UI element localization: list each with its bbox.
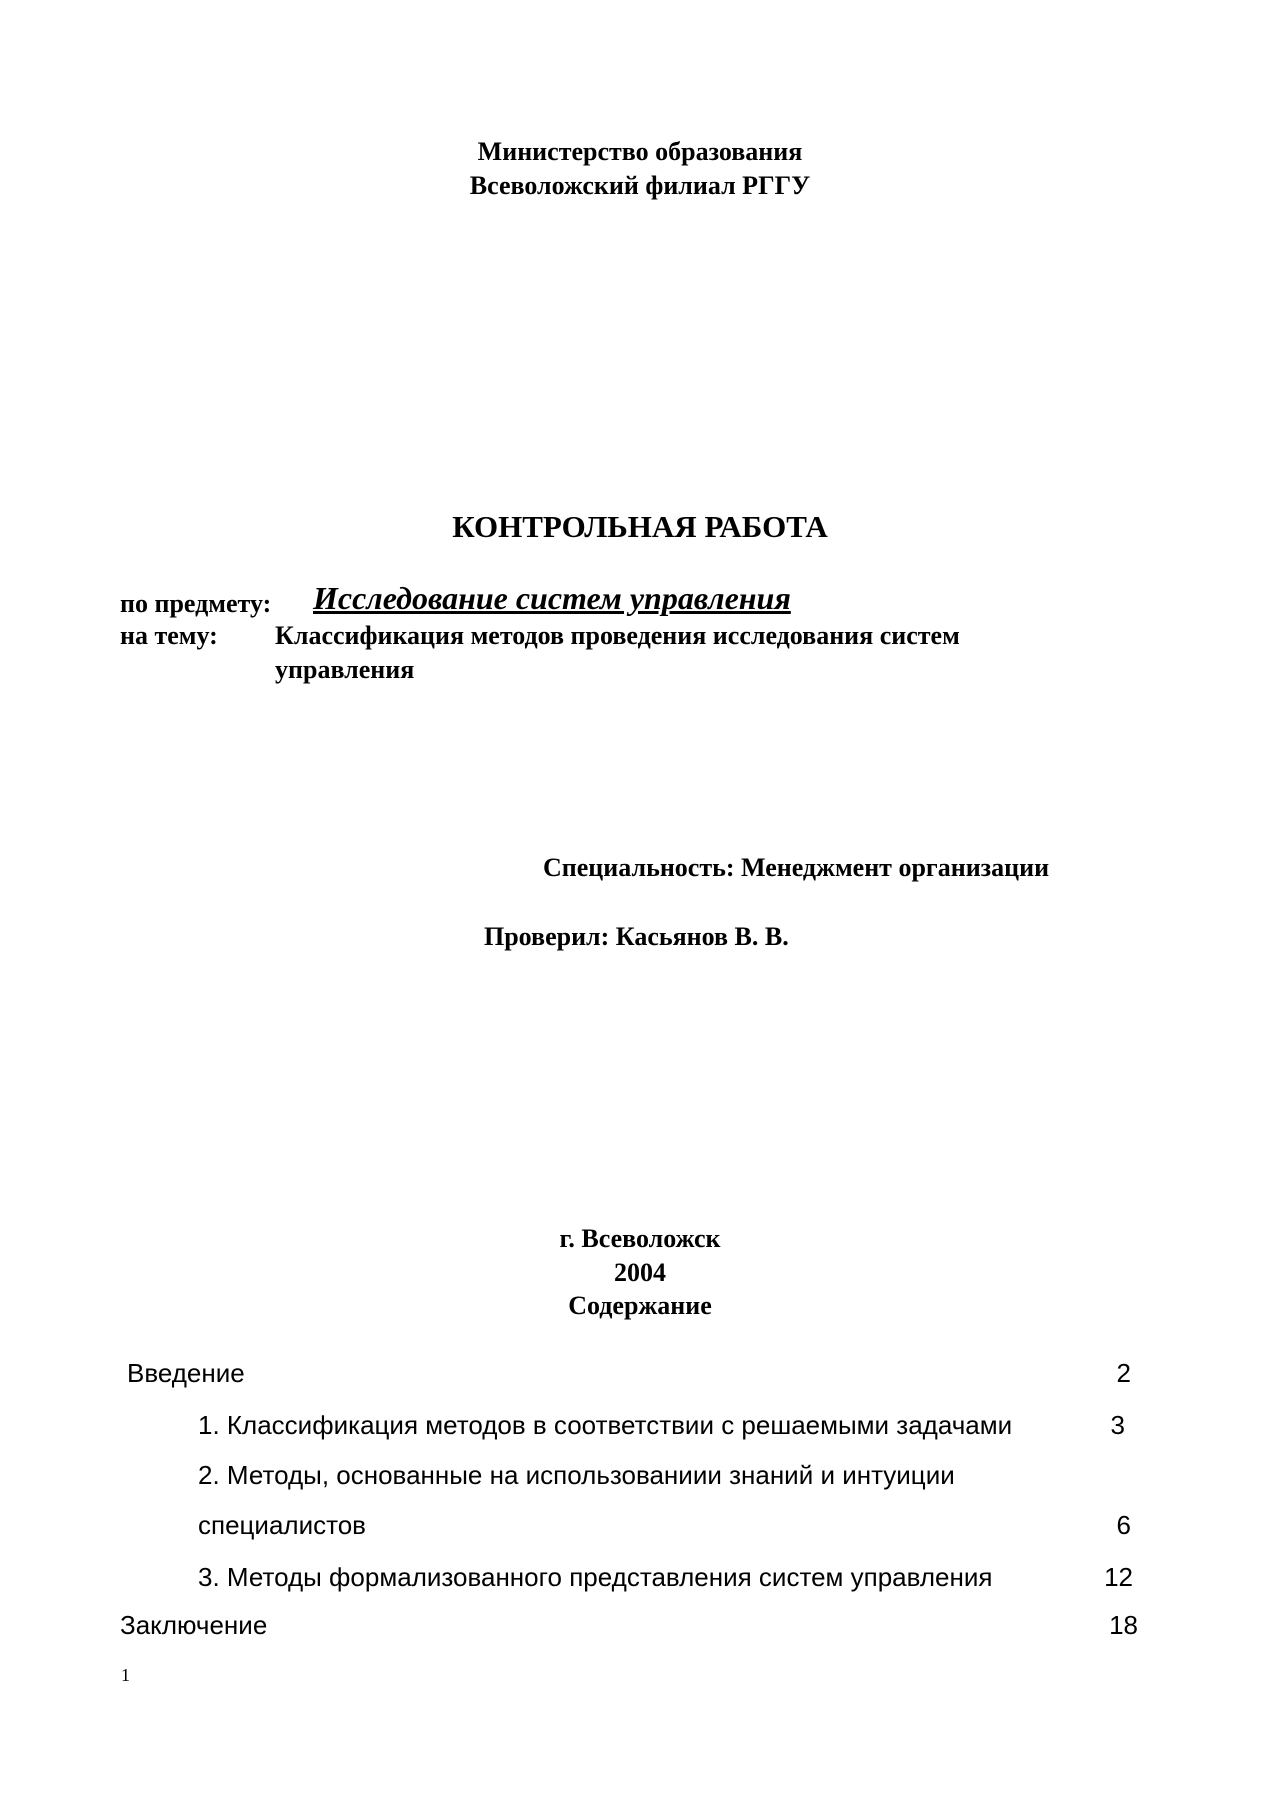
subject-value: Исследование систем управления [313,580,791,616]
toc-intro-label: Введение [127,1358,245,1388]
toc-heading: Содержание [568,1291,712,1320]
page-number: 1 [121,1665,130,1685]
specialty: Специальность: Менеджмент организации [543,853,1050,882]
toc-conclusion-label: Заключение [120,1610,268,1640]
toc-item1-label: 1. Классификация методов в соответствии с решаемыми задачами [198,1410,1013,1440]
toc-item3-page: 12 [1104,1562,1133,1592]
toc-intro-page: 2 [1116,1358,1131,1388]
topic-line-2: управления [275,655,415,684]
topic-line-1: Классификация методов проведения исследования систем [275,621,960,650]
toc-item2-line1: 2. Методы, основанные на использованиии знаний и интуиции [198,1460,955,1490]
toc-item1-page: 3 [1110,1410,1125,1440]
document-title: КОНТРОЛЬНАЯ РАБОТА [452,509,828,544]
subject-label: по предмету: [120,589,272,618]
checked-by: Проверил: Касьянов В. В. [484,922,789,951]
topic-label: на тему: [120,621,218,650]
toc-conclusion-page: 18 [1109,1610,1138,1640]
toc-item3-label: 3. Методы формализованного представления систем управления [198,1562,993,1592]
year: 2004 [614,1258,666,1287]
toc-item2-line2: специалистов [198,1510,366,1540]
ministry-line: Министерство образования [477,137,803,166]
branch-line: Всеволожский филиал РГГУ [469,171,811,200]
city: г. Всеволожск [559,1224,721,1253]
toc-item2-page: 6 [1116,1510,1131,1540]
